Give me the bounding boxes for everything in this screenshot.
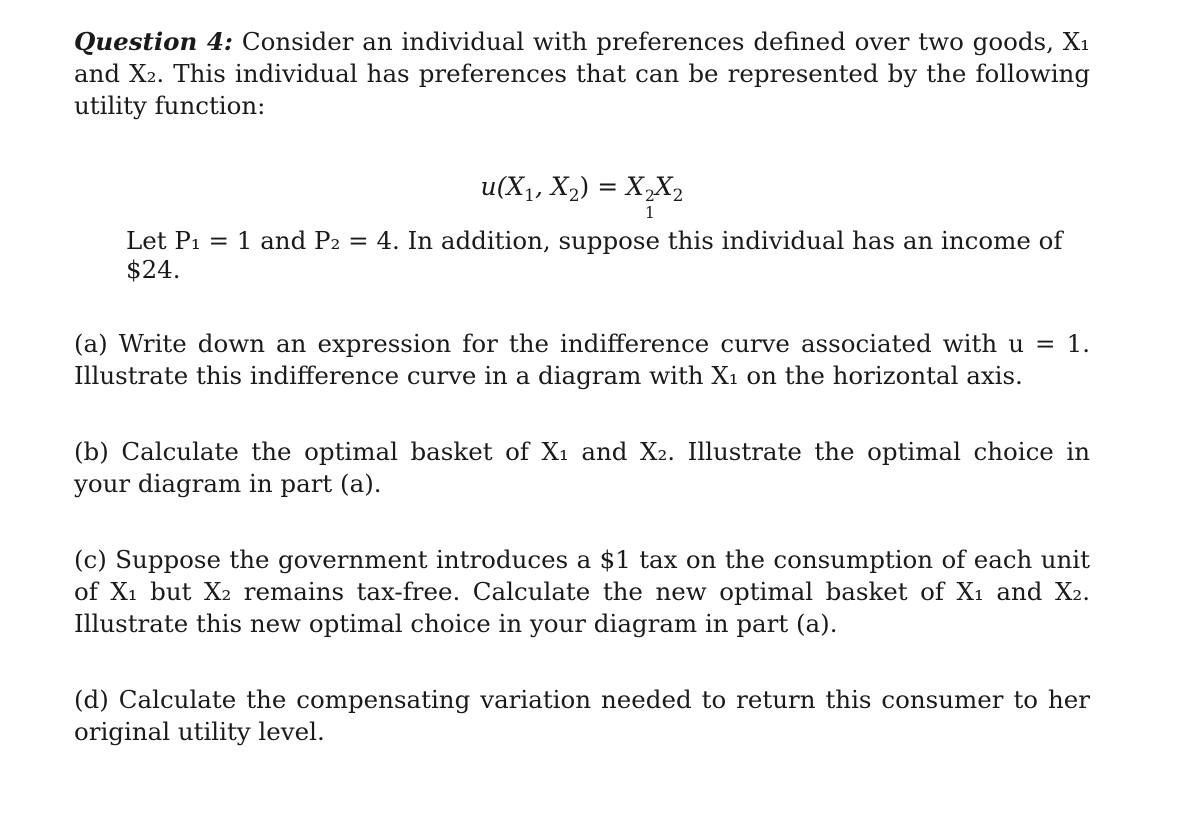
equation-lhs-close: ) [579,172,590,201]
equation-lhs-mid: , X [535,172,569,201]
equation-rhs-var2: X [654,172,673,201]
part-a: (a) Write down an expression for the indifference curve associated with u = 1. Illustrate this indifference curve in a diagram with X₁ on the horizontal axis. [74,329,1090,390]
equation-rhs-sup: 2 [644,187,655,205]
part-c: (c) Suppose the government introduces a $1 tax on the consumption of each unit of X₁ but X₂ remains tax-free. Calculate the new optimal basket of X₁ and X₂. Illustrate this new optimal choice in your diagram in part (a). [74,545,1090,638]
given-conditions: Let P₁ = 1 and P₂ = 4. In addition, suppose this individual has an income of $24. [126,226,1063,284]
utility-equation [74,172,1090,222]
part-d: (d) Calculate the compensating variation needed to return this consumer to her original utility level. [74,685,1090,746]
question-intro [74,26,1090,122]
equation-rhs-var1: X [626,172,644,201]
part-b: (b) Calculate the optimal basket of X₁ and X₂. Illustrate the optimal choice in your diagram in part (a). [74,437,1090,498]
equation-rhs-sub: 1 [644,203,655,222]
question-intro-text: Consider an individual with preferences defined over two goods, X₁ and X₂. This individual has preferences that can be represented by the following utility function: [74,27,1091,120]
equation-lhs-sub2: 2 [568,186,580,206]
equation-equals: = [589,172,627,201]
equation-lhs-sub1: 1 [524,186,535,206]
document-page [74,26,1090,748]
question-label: Question 4: [74,27,233,56]
equation-rhs-sub2: 2 [672,186,684,206]
equation-lhs: u(X [480,172,525,201]
equation-rhs-scripts [645,189,655,221]
